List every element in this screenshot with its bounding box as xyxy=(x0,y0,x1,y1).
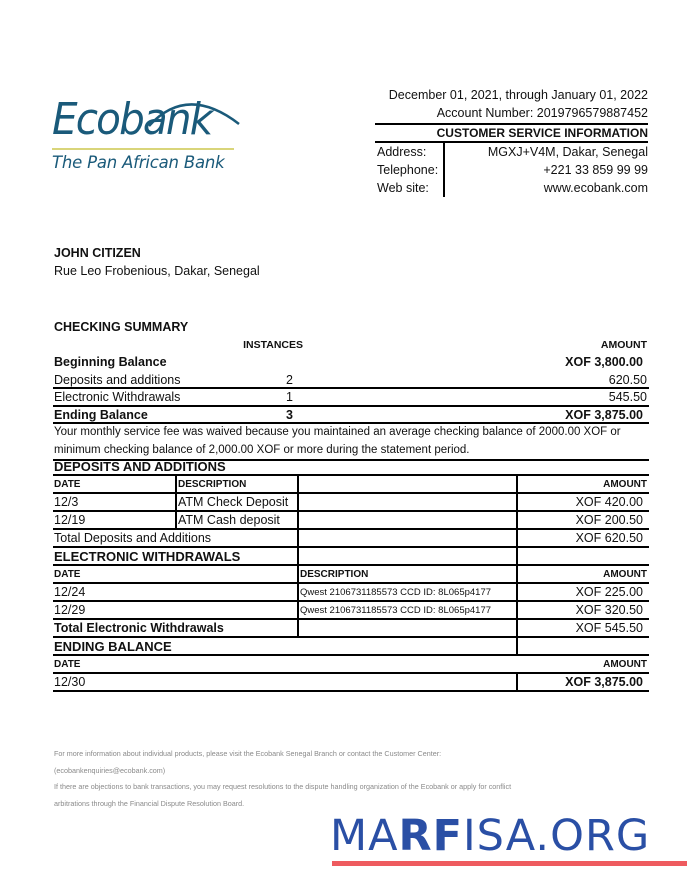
deposit-description: ATM Cash deposit xyxy=(175,512,297,528)
watermark-underline xyxy=(332,861,687,866)
customer-block xyxy=(54,246,260,278)
summary-label: Ending Balance xyxy=(54,407,148,422)
footer-disclaimer xyxy=(54,748,614,814)
amount-header: AMOUNT xyxy=(600,339,647,351)
amount-header: AMOUNT xyxy=(516,566,649,582)
statement-period: December 01, 2021, through January 01, 2022 xyxy=(388,88,648,102)
marfisa-watermark xyxy=(330,812,690,866)
info-label: Address: xyxy=(375,143,445,161)
account-number: Account Number: 2019796579887452 xyxy=(436,106,648,120)
note-line-1: Your monthly service fee was waived because you maintained an average checking balance of 2000.00 XOF or xyxy=(54,426,621,438)
summary-row xyxy=(53,389,649,407)
summary-amount: 545.50 xyxy=(608,390,647,404)
logo-rule xyxy=(52,148,234,150)
deposit-row xyxy=(53,494,649,512)
description-header: DESCRIPTION xyxy=(297,566,516,582)
withdrawal-row xyxy=(53,584,649,602)
ending-header-row xyxy=(53,656,649,674)
info-value: www.ecobank.com xyxy=(543,181,648,195)
deposit-amount: XOF 200.50 xyxy=(516,512,649,528)
summary-amount: XOF 3,875.00 xyxy=(565,407,643,422)
withdrawal-description: Qwest 2106731185573 CCD ID: 8L065p4177 xyxy=(297,584,516,600)
summary-instances: 3 xyxy=(286,407,293,422)
customer-service-title: CUSTOMER SERVICE INFORMATION xyxy=(375,123,648,143)
ending-section-title: ENDING BALANCE xyxy=(53,638,649,656)
info-row-address xyxy=(375,143,648,161)
footer-line: If there are objections to bank transactions, you may request resolutions to the dispute handling organization of the Ecobank or apply for conflict xyxy=(54,782,512,791)
summary-label: Beginning Balance xyxy=(54,355,167,369)
withdrawal-date: 12/24 xyxy=(54,585,86,599)
deposits-total-label: Total Deposits and Additions xyxy=(54,531,212,545)
info-value: MGXJ+V4M, Dakar, Senegal xyxy=(487,145,648,159)
ecobank-logo xyxy=(52,96,242,172)
info-label: Web site: xyxy=(375,179,445,197)
withdrawal-description: Qwest 2106731185573 CCD ID: 8L065p4177 xyxy=(297,602,516,618)
ending-date: 12/30 xyxy=(54,675,86,689)
summary-instances: 1 xyxy=(286,390,293,404)
deposit-description: ATM Check Deposit xyxy=(175,494,297,510)
withdrawals-header-row xyxy=(53,566,649,584)
deposits-header-row xyxy=(53,476,649,494)
transactions-grid xyxy=(53,458,649,692)
withdrawal-amount: XOF 320.50 xyxy=(516,602,649,618)
summary-amount: XOF 3,800.00 xyxy=(565,355,643,369)
customer-name: JOHN CITIZEN xyxy=(54,246,141,260)
summary-title: CHECKING SUMMARY xyxy=(54,320,189,334)
withdrawal-row xyxy=(53,602,649,620)
ending-row xyxy=(53,674,649,692)
amount-header: AMOUNT xyxy=(516,476,649,492)
deposit-date: 12/19 xyxy=(54,513,86,527)
withdrawals-section-title: ELECTRONIC WITHDRAWALS xyxy=(53,548,649,566)
instances-header: INSTANCES xyxy=(243,339,303,351)
watermark-text: MARFISA.ORG xyxy=(330,811,651,861)
summary-label: Deposits and additions xyxy=(54,372,181,387)
summary-instances: 2 xyxy=(286,372,293,387)
summary-label: Electronic Withdrawals xyxy=(54,390,181,404)
deposits-total-amount: XOF 620.50 xyxy=(516,530,649,546)
withdrawals-total-row xyxy=(53,620,649,638)
note-line-2: minimum checking balance of 2,000.00 XOF or more during the statement period. xyxy=(54,443,470,456)
statement-header xyxy=(375,86,648,197)
deposits-section-title: DEPOSITS AND ADDITIONS xyxy=(53,458,649,476)
summary-row xyxy=(53,372,649,390)
summary-amount: 620.50 xyxy=(608,372,647,387)
footer-line: arbitrations through the Financial Dispute Resolution Board. xyxy=(54,798,245,808)
logo-brand: Ecobank xyxy=(52,94,212,145)
withdrawals-total-label: Total Electronic Withdrawals xyxy=(54,621,224,635)
summary-row xyxy=(53,407,649,425)
info-label: Telephone: xyxy=(375,161,445,179)
info-row-telephone xyxy=(375,161,648,179)
withdrawal-date: 12/29 xyxy=(54,603,86,617)
info-row-website xyxy=(375,179,648,197)
summary-instances xyxy=(243,354,293,372)
amount-header: AMOUNT xyxy=(603,659,647,670)
deposits-total-row xyxy=(53,530,649,548)
checking-summary xyxy=(53,318,649,461)
deposit-row xyxy=(53,512,649,530)
customer-address: Rue Leo Frobenious, Dakar, Senegal xyxy=(54,264,260,278)
date-header: DATE xyxy=(54,479,81,490)
footer-email: (ecobankenquiries@ecobank.com) xyxy=(54,765,166,775)
withdrawal-amount: XOF 225.00 xyxy=(516,584,649,600)
deposit-amount: XOF 420.00 xyxy=(516,494,649,510)
ending-amount: XOF 3,875.00 xyxy=(516,674,649,690)
date-header: DATE xyxy=(54,569,81,580)
service-fee-note xyxy=(53,424,649,461)
date-header: DATE xyxy=(54,659,81,670)
withdrawals-total-amount: XOF 545.50 xyxy=(516,620,649,636)
summary-row xyxy=(53,354,649,372)
info-value: +221 33 859 99 99 xyxy=(543,163,648,177)
footer-line: For more information about individual products, please visit the Ecobank Senegal Branch or contact the Customer Center: xyxy=(54,749,442,758)
logo-tagline: The Pan African Bank xyxy=(52,153,225,172)
summary-header-row xyxy=(53,336,649,354)
description-header: DESCRIPTION xyxy=(175,476,297,492)
deposit-date: 12/3 xyxy=(54,495,79,509)
